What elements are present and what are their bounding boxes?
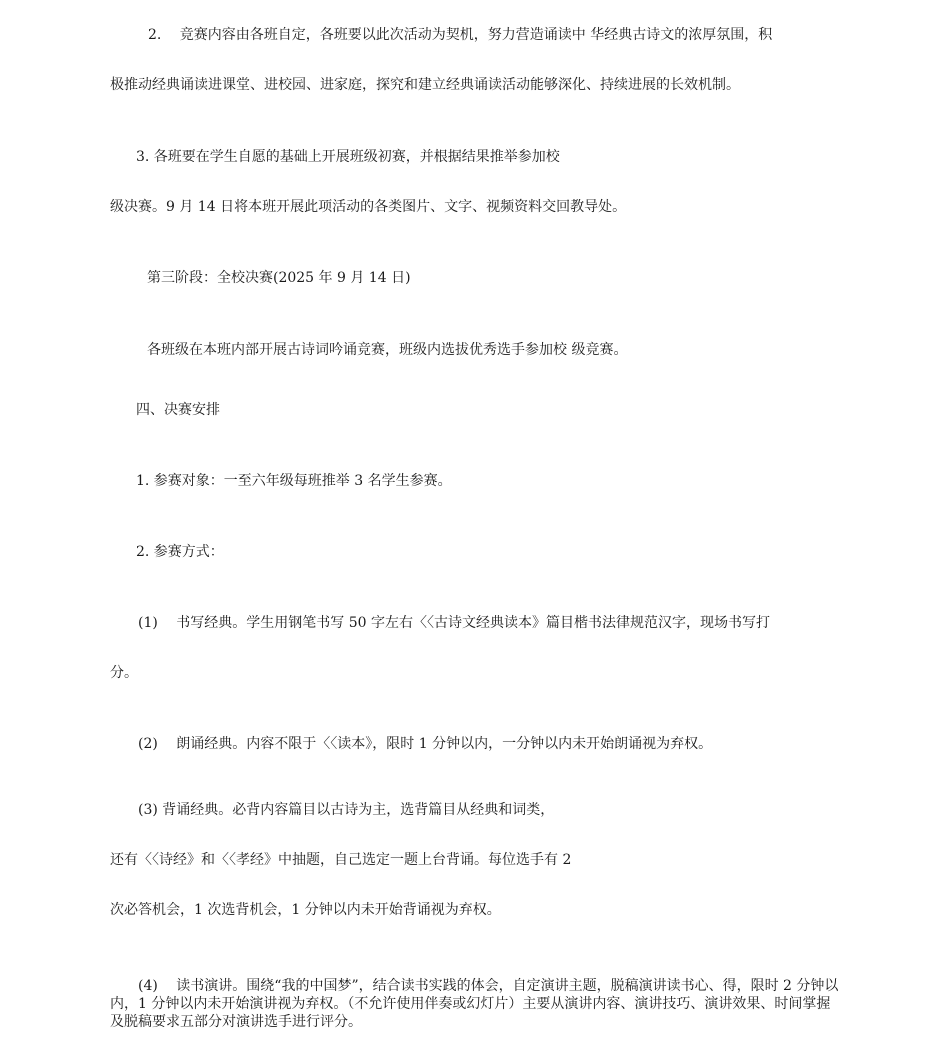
- sub-item-3-line-1: (3) 背诵经典。必背内容篇目以古诗为主，选背篇目从经典和词类，: [138, 802, 555, 818]
- sub-item-3-line-2: 还有〈〈诗经》和〈〈孝经》中抽题，自己选定一题上台背诵。每位选手有 2: [110, 852, 572, 868]
- paragraph-2-line-2: 极推动经典诵读进课堂、进校园、进家庭，探究和建立经典诵读活动能够深化、持续进展的长效机制。: [110, 77, 740, 93]
- paragraph-3-line-2: 级决赛。9 月 14 日将本班开展此项活动的各类图片、文字、视频资料交回教导处。: [110, 199, 627, 215]
- paragraph-3-line-1: 3. 各班要在学生自愿的基础上开展班级初赛，并根据结果推举参加校: [136, 149, 560, 165]
- sub-item-4-paragraph: (4) 读书演讲。围绕“我的中国梦”，结合读书实践的体会，自定演讲主题，脱稿演讲读书心、得，限时 2 分钟以内，1 分钟以内未开始演讲视为弃权。（不允许使用伴奏或幻灯片）主要从演讲内容、演讲技巧、演讲效果、时间掌握及脱稿要求五部分对演讲选手进行评分。: [110, 978, 839, 1030]
- sub-item-1-line-1: (1) 书写经典。学生用钢笔书写 50 字左右〈〈古诗文经典读本》篇目楷书法律规范汉字，现场书写打: [138, 615, 770, 631]
- stage-3-heading: 第三阶段：全校决赛(2025 年 9 月 14 日): [147, 270, 411, 286]
- item-2-format: 2. 参赛方式：: [136, 544, 224, 560]
- sub-item-1-line-2: 分。: [110, 665, 138, 681]
- item-1-participants: 1. 参赛对象：一至六年级每班推举 3 名学生参赛。: [136, 473, 452, 489]
- sub-item-2: (2) 朗诵经典。内容不限于〈〈读本》，限时 1 分钟以内，一分钟以内未开始朗诵视为弃权。: [138, 736, 713, 752]
- stage-3-body: 各班级在本班内部开展古诗词吟诵竞赛，班级内选拔优秀选手参加校 级竞赛。: [147, 342, 628, 358]
- sub-item-3-line-3: 次必答机会，1 次选背机会，1 分钟以内未开始背诵视为弃权。: [110, 902, 501, 918]
- paragraph-2-line-1: 2. 竞赛内容由各班自定，各班要以此次活动为契机，努力营造诵读中 华经典古诗文的浓厚氛围，积: [148, 27, 773, 43]
- section-4-heading: 四、决赛安排: [136, 402, 220, 418]
